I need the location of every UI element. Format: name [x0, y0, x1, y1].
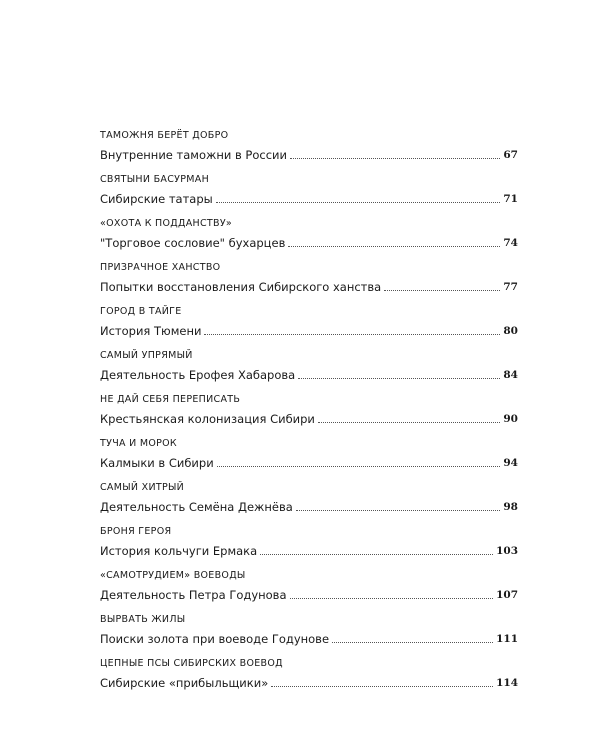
chapter-title: СВЯТЫНИ БАСУРМАН: [100, 174, 210, 185]
toc-entry[interactable]: [100, 570, 518, 614]
toc-entry[interactable]: [100, 482, 518, 526]
chapter-subtitle: Крестьянская колонизация Сибири: [100, 412, 315, 426]
page-number: 71: [503, 193, 518, 205]
toc-entry[interactable]: [100, 438, 518, 482]
chapter-subtitle: Сибирские татары: [100, 192, 213, 206]
toc-entry[interactable]: [100, 306, 518, 350]
page-number: 90: [503, 413, 518, 425]
chapter-subtitle: Сибирские «прибыльщики»: [100, 676, 269, 690]
chapter-title: «ОХОТА К ПОДДАНСТВУ»: [100, 218, 233, 229]
page-number: 114: [496, 677, 518, 689]
chapter-title: БРОНЯ ГЕРОЯ: [100, 526, 172, 537]
page-number: 103: [496, 545, 518, 557]
toc-entry[interactable]: [100, 394, 518, 438]
toc-line: [100, 280, 518, 294]
chapter-title: НЕ ДАЙ СЕБЯ ПЕРЕПИСАТЬ: [100, 394, 241, 405]
chapter-subtitle: Попытки восстановления Сибирского ханства: [100, 280, 382, 294]
chapter-subtitle: Деятельность Семёна Дежнёва: [100, 500, 293, 514]
page-number: 80: [503, 325, 518, 337]
toc-line: [100, 544, 518, 558]
toc-entry[interactable]: [100, 526, 518, 570]
chapter-title: ЦЕПНЫЕ ПСЫ СИБИРСКИХ ВОЕВОД: [100, 658, 283, 669]
dot-leader: [332, 642, 493, 643]
dot-leader: [296, 510, 501, 511]
dot-leader: [217, 466, 501, 467]
toc-line: [100, 588, 518, 602]
chapter-title: САМЫЙ УПРЯМЫЙ: [100, 350, 193, 361]
dot-leader: [204, 334, 500, 335]
dot-leader: [271, 686, 493, 687]
toc-line: [100, 456, 518, 470]
dot-leader: [290, 158, 500, 159]
page-number: 77: [503, 281, 518, 293]
dot-leader: [384, 290, 500, 291]
dot-leader: [260, 554, 493, 555]
chapter-subtitle: История Тюмени: [100, 324, 202, 338]
chapter-title: ПРИЗРАЧНОЕ ХАНСТВО: [100, 262, 221, 273]
toc-entry[interactable]: [100, 174, 518, 218]
chapter-subtitle: История кольчуги Ермака: [100, 544, 258, 558]
chapter-subtitle: Внутренние таможни в России: [100, 148, 287, 162]
dot-leader: [318, 422, 500, 423]
toc-line: [100, 148, 518, 162]
toc-entry[interactable]: [100, 262, 518, 306]
dot-leader: [298, 378, 500, 379]
chapter-subtitle: Поиски золота при воеводе Годунове: [100, 632, 330, 646]
toc-line: [100, 192, 518, 206]
page-number: 107: [496, 589, 518, 601]
chapter-title: ТАМОЖНЯ БЕРЁТ ДОБРО: [100, 130, 229, 141]
toc-entry[interactable]: [100, 614, 518, 658]
table-of-contents: [100, 130, 518, 702]
chapter-subtitle: "Торговое сословие" бухарцев: [100, 236, 286, 250]
toc-entry[interactable]: [100, 130, 518, 174]
page-number: 98: [503, 501, 518, 513]
toc-line: [100, 324, 518, 338]
chapter-title: ГОРОД В ТАЙГЕ: [100, 306, 182, 317]
page-number: 67: [503, 149, 518, 161]
chapter-title: САМЫЙ ХИТРЫЙ: [100, 482, 185, 493]
toc-entry[interactable]: [100, 218, 518, 262]
page-number: 111: [496, 633, 518, 645]
toc-entry[interactable]: [100, 658, 518, 702]
toc-line: [100, 500, 518, 514]
toc-line: [100, 676, 518, 690]
chapter-title: ВЫРВАТЬ ЖИЛЫ: [100, 614, 186, 625]
chapter-title: «САМОТРУДИЕМ» ВОЕВОДЫ: [100, 570, 246, 581]
dot-leader: [290, 598, 494, 599]
dot-leader: [216, 202, 501, 203]
chapter-subtitle: Деятельность Ерофея Хабарова: [100, 368, 296, 382]
page-number: 74: [503, 237, 518, 249]
page-number: 84: [503, 369, 518, 381]
toc-entry[interactable]: [100, 350, 518, 394]
chapter-subtitle: Деятельность Петра Годунова: [100, 588, 287, 602]
toc-line: [100, 632, 518, 646]
toc-line: [100, 368, 518, 382]
toc-line: [100, 236, 518, 250]
chapter-title: ТУЧА И МОРОК: [100, 438, 177, 449]
toc-line: [100, 412, 518, 426]
chapter-subtitle: Калмыки в Сибири: [100, 456, 214, 470]
dot-leader: [288, 246, 500, 247]
page-number: 94: [503, 457, 518, 469]
